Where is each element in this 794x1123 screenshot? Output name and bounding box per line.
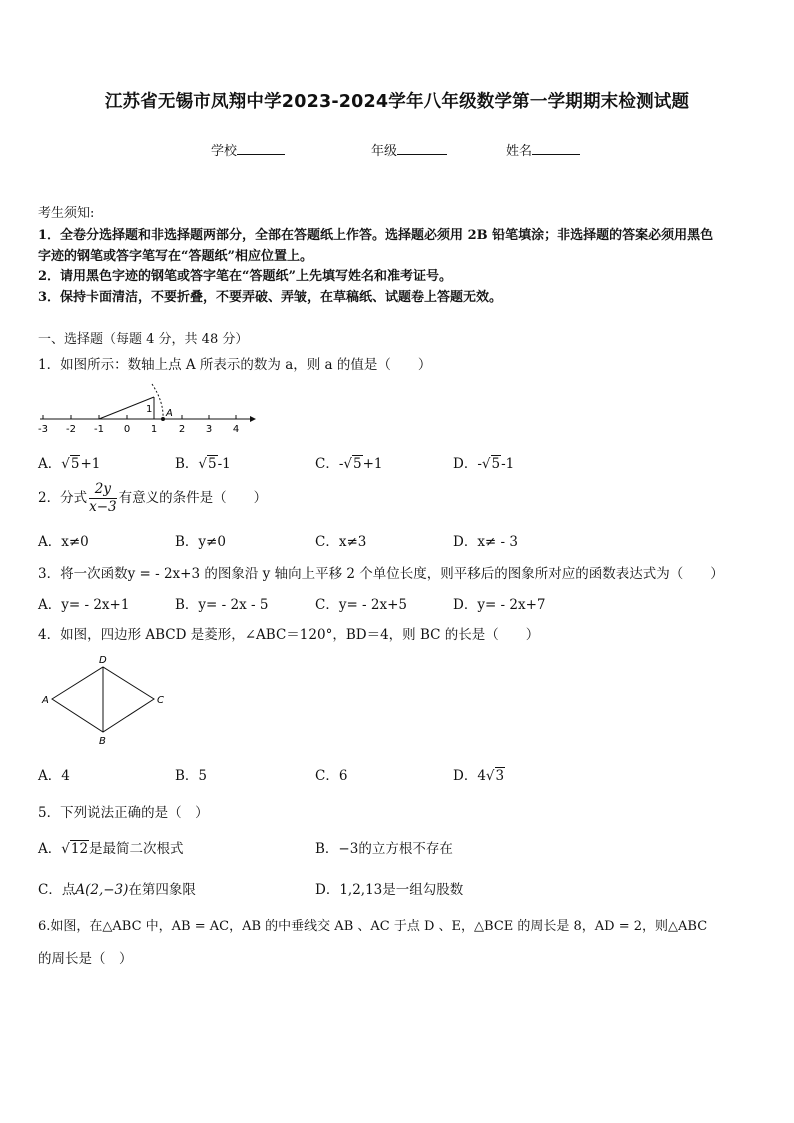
tick-label: -1 — [94, 424, 104, 435]
q1-number-line-figure — [36, 380, 260, 438]
sqrt-icon: √3 — [485, 768, 505, 784]
school-blank — [237, 142, 285, 155]
grade-field[interactable] — [371, 140, 447, 159]
q2-option-c[interactable]: C．x≠3 — [315, 534, 367, 550]
page-title: 江苏省无锡市凤翔中学2023-2024学年八年级数学第一学期期末检测试题 — [104, 92, 690, 112]
q4-option-d[interactable]: D．4√3 — [453, 768, 505, 784]
q1-option-c[interactable]: C．-√5+1 — [315, 456, 383, 472]
sqrt-icon: √5 — [61, 456, 80, 472]
name-label: 姓名 — [506, 144, 533, 159]
q5-option-b[interactable]: B．−3的立方根不存在 — [315, 841, 453, 857]
sqrt-icon: √5 — [481, 456, 501, 472]
axis-arrow-icon — [250, 416, 256, 422]
height-label: 1 — [146, 404, 153, 415]
q1-option-a[interactable]: A．√5+1 — [38, 456, 101, 472]
q5-option-c[interactable]: C．点A(2,−3)在第四象限 — [38, 882, 196, 898]
sqrt-icon: √5 — [198, 456, 217, 472]
q3-option-c[interactable]: C．y= - 2x+5 — [315, 597, 408, 613]
tick-label: 1 — [150, 424, 158, 435]
q5-option-a[interactable]: A．√12是最简二次根式 — [38, 841, 184, 857]
q1-stem: 1．如图所示：数轴上点 A 所表示的数为 a，则 a 的值是（ ） — [38, 357, 432, 373]
notice-item-3: 3．保持卡面清洁，不要折叠，不要弄破、弄皱，在草稿纸、试题卷上答题无效。 — [38, 290, 503, 305]
q4-stem: 4．如图，四边形 ABCD 是菱形，∠ABC＝120°，BD＝4，则 BC 的长是（ ） — [38, 627, 540, 643]
notice-item-2: 2．请用黑色字迹的钢笔或答字笔在“答题纸”上先填写姓名和准考证号。 — [38, 269, 453, 284]
q6-stem-line1: 6.如图，在△ABC 中，AB = AC，AB 的中垂线交 AB 、AC 于点 D 、E，△BCE 的周长是 8，AD = 2，则△ABC — [38, 919, 708, 934]
vertex-c-label: C — [157, 695, 164, 706]
vertex-b-label: B — [99, 736, 106, 747]
name-blank — [532, 142, 580, 155]
q2-option-a[interactable]: A．x≠0 — [38, 534, 89, 550]
vertex-d-label: D — [99, 655, 107, 666]
notice-item-1: 1．全卷分选择题和非选择题两部分，全部在答题纸上作答。选择题必须用 2B 铅笔填涂；非选择题的答案必须用黑色 — [38, 228, 714, 243]
q4-rhombus-figure — [36, 650, 176, 748]
point-a-dot — [161, 417, 165, 421]
sqrt-icon: √12 — [61, 841, 89, 857]
q4-option-c[interactable]: C．6 — [315, 768, 348, 784]
q3-option-a[interactable]: A．y= - 2x+1 — [38, 597, 130, 613]
tick-label: 3 — [205, 424, 213, 435]
notice-item-1-cont: 字迹的钢笔或答字笔写在“答题纸”相应位置上。 — [38, 249, 313, 264]
q2-fraction: $\frac{2y}{x-3}$ — [89, 481, 117, 515]
q2-stem: 2．分式 $\frac{2y}{x-3}$ 有意义的条件是（ ） — [38, 481, 268, 515]
q4-option-a[interactable]: A．4 — [38, 768, 70, 784]
sqrt-icon: √5 — [343, 456, 362, 472]
q2-option-d[interactable]: D．x≠ - 3 — [453, 534, 518, 550]
vertex-a-label: A — [42, 695, 49, 706]
school-label: 学校 — [211, 144, 238, 159]
q1-option-b[interactable]: B．√5-1 — [175, 456, 231, 472]
name-field[interactable] — [506, 140, 580, 159]
notice-heading: 考生须知: — [38, 206, 95, 221]
q3-stem: 3．将一次函数y = - 2x+3 的图象沿 y 轴向上平移 2 个单位长度，则平移后的图象所对应的函数表达式为（ ） — [38, 566, 724, 582]
tick-label: 0 — [123, 424, 131, 435]
q2-option-b[interactable]: B．y≠0 — [175, 534, 226, 550]
school-field[interactable] — [211, 140, 285, 159]
q5-stem: 5．下列说法正确的是（ ） — [38, 805, 209, 821]
q6-stem-line2: 的周长是（ ） — [38, 951, 133, 967]
tick-label: -2 — [66, 424, 76, 435]
q3-option-d[interactable]: D．y= - 2x+7 — [453, 597, 546, 613]
section-heading: 一、选择题（每题 4 分，共 48 分） — [38, 332, 249, 347]
grade-blank — [397, 142, 447, 155]
point-a-label: A — [166, 408, 173, 419]
q3-option-b[interactable]: B．y= - 2x - 5 — [175, 597, 269, 613]
q1-option-d[interactable]: D．-√5-1 — [453, 456, 515, 472]
q5-option-d[interactable]: D．1,2,13是一组勾股数 — [315, 882, 464, 898]
q4-option-b[interactable]: B．5 — [175, 768, 208, 784]
tick-label: 4 — [232, 424, 240, 435]
grade-label: 年级 — [371, 144, 398, 159]
tick-label: -3 — [38, 424, 48, 435]
tick-label: 2 — [178, 424, 186, 435]
